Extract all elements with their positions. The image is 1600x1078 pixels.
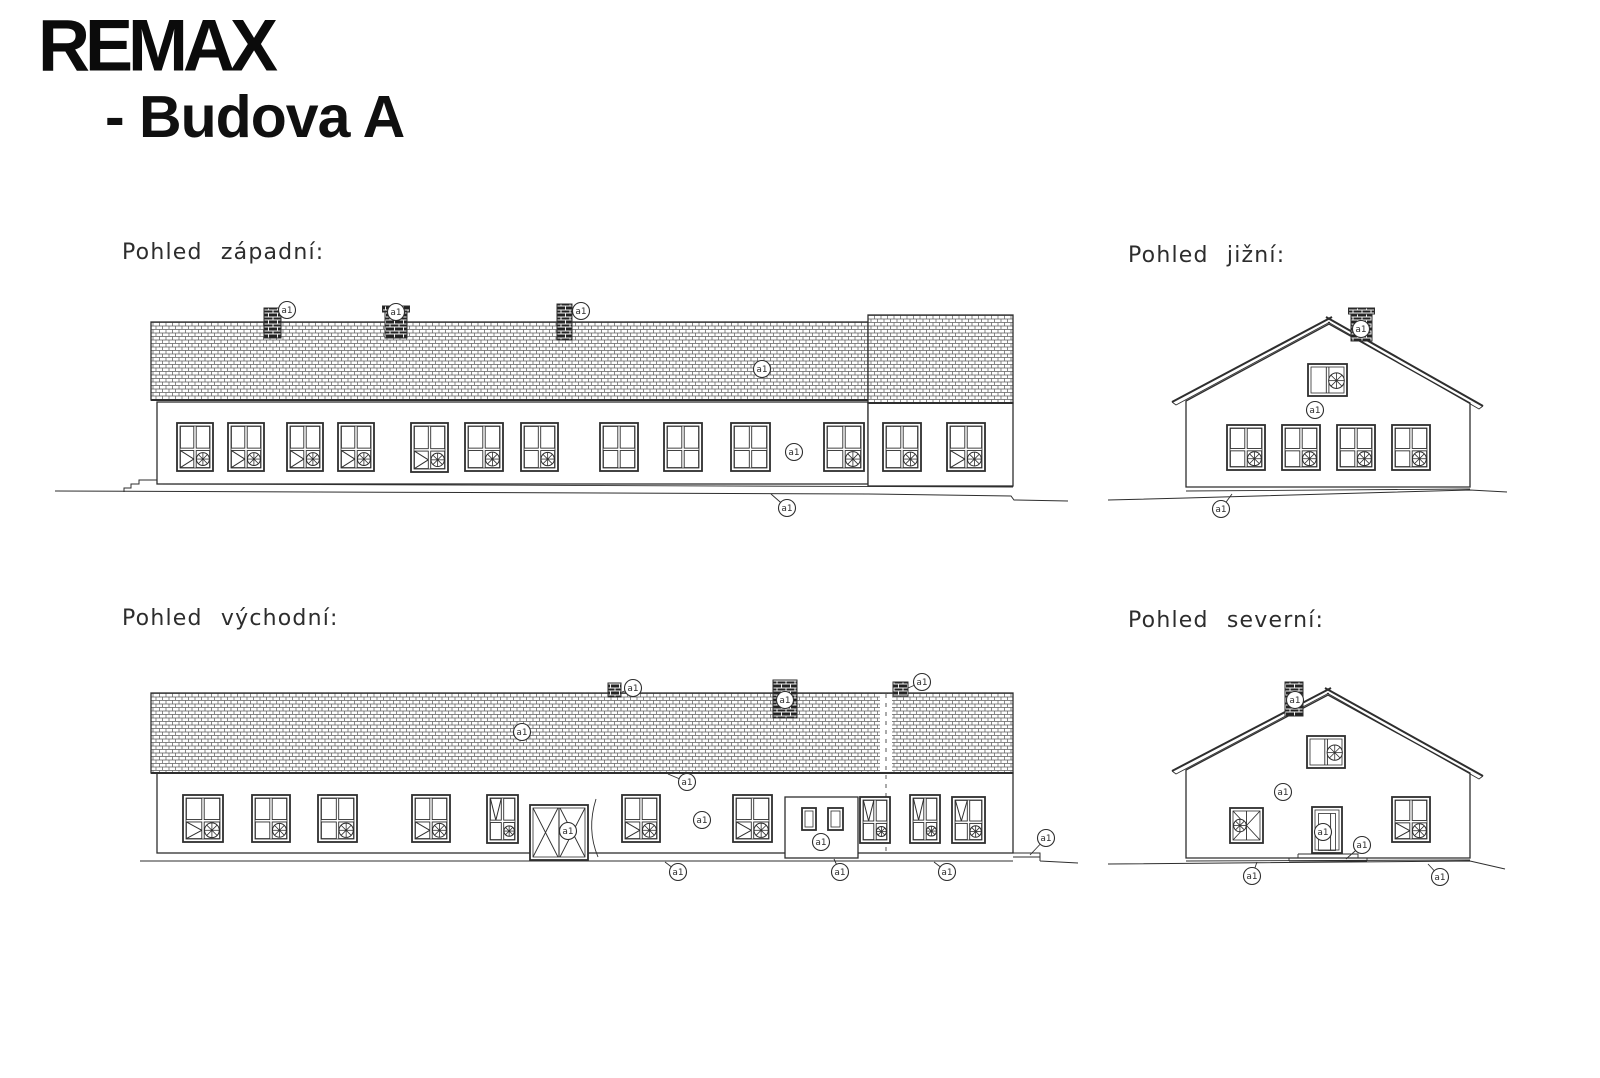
a1-marker-label: a1: [756, 365, 768, 376]
window: [287, 423, 323, 471]
a1-marker-label: a1: [1289, 696, 1301, 707]
document-title: - Budova A: [105, 84, 405, 150]
window: [1230, 808, 1263, 843]
a1-marker: [694, 812, 711, 829]
door: [530, 805, 588, 860]
window: [824, 423, 864, 471]
chimney: [893, 682, 908, 696]
window: [1282, 425, 1320, 470]
a1-marker: [1307, 402, 1324, 419]
a1-marker-label: a1: [1040, 834, 1052, 845]
a1-marker-label: a1: [1317, 828, 1329, 839]
a1-marker-label: a1: [815, 838, 827, 849]
a1-marker-label: a1: [1356, 841, 1368, 852]
window: [947, 423, 985, 471]
a1-marker-label: a1: [627, 684, 639, 695]
a1-marker: [514, 724, 531, 741]
a1-marker-label: a1: [390, 308, 402, 319]
window: [600, 423, 638, 471]
a1-marker-label: a1: [1434, 873, 1446, 884]
a1-marker: [908, 674, 931, 691]
window: [1392, 425, 1430, 470]
a1-marker: [665, 862, 687, 881]
a1-marker: [1244, 862, 1261, 885]
window: [828, 808, 843, 830]
window: [802, 808, 816, 830]
a1-marker-label: a1: [1309, 406, 1321, 417]
window: [664, 423, 702, 471]
window: [733, 795, 772, 842]
a1-marker-label: a1: [781, 504, 793, 515]
chimney: [608, 683, 621, 697]
ground-line: [1108, 490, 1507, 500]
a1-marker-label: a1: [779, 696, 791, 707]
window: [1227, 425, 1265, 470]
a1-marker: [1275, 784, 1292, 801]
roof-right-section: [868, 315, 1013, 403]
window: [1308, 364, 1347, 396]
a1-marker-label: a1: [672, 868, 684, 879]
a1-marker: [1428, 864, 1449, 886]
a1-marker-label: a1: [1277, 788, 1289, 799]
a1-marker: [934, 862, 956, 881]
a1-marker-label: a1: [1355, 325, 1367, 336]
window: [318, 795, 357, 842]
a1-marker-label: a1: [941, 868, 953, 879]
a1-marker: [1287, 692, 1304, 709]
a1-marker-label: a1: [696, 816, 708, 827]
a1-marker-label: a1: [281, 306, 293, 317]
a1-marker-label: a1: [562, 827, 574, 838]
window: [910, 795, 940, 843]
ground-line: [1108, 861, 1505, 869]
a1-marker-label: a1: [1246, 872, 1258, 883]
window: [228, 423, 264, 471]
a1-marker: [771, 494, 796, 517]
remax-logo: REMAX: [38, 5, 274, 87]
a1-marker: [832, 859, 849, 881]
window: [883, 423, 921, 471]
entry-steps: [124, 480, 157, 492]
a1-marker: [754, 361, 771, 378]
window: [338, 423, 374, 471]
south-view-title: Pohled jižní:: [1128, 243, 1286, 268]
side-platform: [1013, 853, 1078, 863]
east-view-title: Pohled východní:: [122, 606, 339, 631]
a1-marker-label: a1: [788, 448, 800, 459]
a1-marker-label: a1: [916, 678, 928, 689]
window: [731, 423, 770, 471]
north-elevation: [1108, 682, 1505, 886]
a1-marker: [560, 823, 577, 840]
a1-marker-label: a1: [575, 307, 587, 318]
south-elevation: [1108, 308, 1507, 518]
a1-marker-label: a1: [681, 778, 693, 789]
window: [487, 795, 518, 843]
a1-marker-label: a1: [516, 728, 528, 739]
ground-line: [55, 491, 1068, 501]
a1-marker-label: a1: [834, 868, 846, 879]
window: [622, 795, 660, 842]
chimney: [557, 304, 572, 340]
window: [411, 423, 448, 472]
a1-marker: [1315, 824, 1332, 841]
window: [412, 795, 450, 842]
a1-marker: [1353, 321, 1370, 338]
a1-marker: [786, 444, 803, 461]
a1-marker: [813, 834, 830, 851]
a1-marker: [388, 304, 405, 321]
a1-marker-label: a1: [1215, 505, 1227, 516]
window: [183, 795, 223, 842]
east-elevation: [140, 674, 1078, 881]
a1-marker: [1030, 830, 1055, 856]
window: [860, 797, 890, 843]
window: [177, 423, 213, 471]
window: [1392, 797, 1430, 842]
north-view-title: Pohled severní:: [1128, 608, 1325, 633]
window: [952, 797, 985, 843]
a1-marker: [279, 302, 296, 319]
a1-marker: [777, 692, 794, 709]
a1-marker: [573, 303, 590, 320]
window: [252, 795, 290, 842]
west-view-title: Pohled západní:: [122, 240, 325, 265]
window: [1307, 736, 1345, 768]
window: [1337, 425, 1375, 470]
window: [521, 423, 558, 471]
west-elevation: [55, 302, 1068, 517]
window: [465, 423, 503, 471]
